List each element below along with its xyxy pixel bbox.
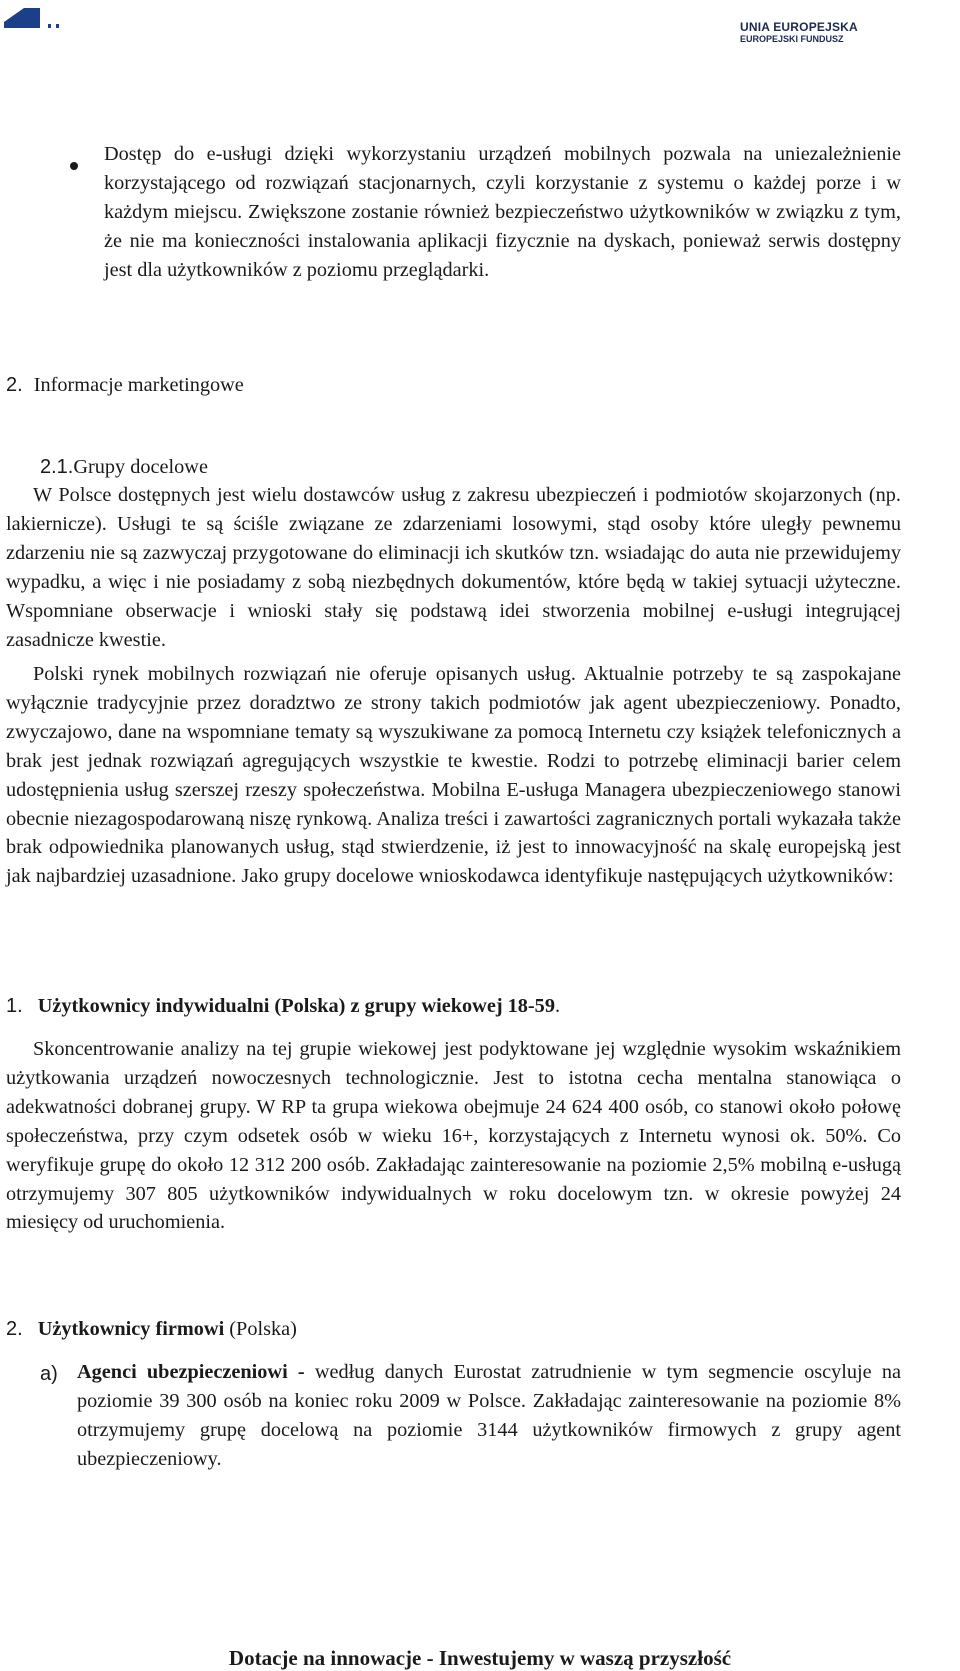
eu-logo-title: UNIA EUROPEJSKA (740, 20, 858, 34)
section-heading (6, 371, 244, 399)
list-item-2-heading (6, 1315, 297, 1343)
paragraph-2-text: Polski rynek mobilnych rozwiązań nie oferuje opisanych usług. Aktualnie potrzeby te są zaspokajane wyłącznie tradycyjnie przez doradztwo ze strony takich podmiotów jak agent ubezpieczeniowy. Ponadto, zwyczajowo, dane na wspomniane tematy są wyszukiwane za pomocą Internetu czy książek telefonicznych a brak jest jednak rozwiązań agregujących wszystkie te kwestie. Rodzi to potrzebę eliminacji barier celem udostępnienia usług szerszej rzeszy społeczeństwa. Mobilna E-usługa Managera ubezpieczeniowego stanowi obecnie niezagospodarowaną niszę rynkową. Analiza treści i zawartości zagranicznych portali wykazała także brak odpowiednika planowanych usług, stąd stwierdzenie, iż jest to innowacyjność na skalę europejską jest jak najbardziej uzasadnione. Jako grupy docelowe wnioskodawca identyfikuje następujących użytkowników: (6, 663, 901, 888)
bullet-paragraph (104, 140, 901, 285)
list-item-1-number: 1. (6, 995, 23, 1017)
eu-logo-subtitle: EUROPEJSKI FUNDUSZ (740, 34, 844, 44)
subitem-a (77, 1358, 901, 1474)
section-title: Informacje marketingowe (33, 374, 244, 396)
bullet-point (70, 162, 78, 170)
list-item-1-tail: . (554, 995, 561, 1017)
list-item-2-title: Użytkownicy firmowi (37, 1318, 225, 1340)
subsection-heading (40, 453, 208, 481)
subitem-a-letter: a) (40, 1363, 58, 1385)
footer-slogan: Dotacje na innowacje - Inwestujemy w waszą przyszłość (228, 1646, 732, 1670)
eu-flag-logo (4, 4, 64, 32)
subitem-a-title: Agenci ubezpieczeniowi - (77, 1361, 305, 1383)
subitem-a-text: według danych Eurostat zatrudnienie w tym segmencie oscyluje na poziomie 39 300 osób na koniec roku 2009 w Polsce. Zakładając zainteresowanie na poziomie 8% otrzymujemy grupę docelową na poziomie 3144 użytkowników firmowych z grupy agent ubezpieczeniowy. (77, 1361, 901, 1470)
eu-text-logo (740, 20, 858, 44)
subsection-number: 2.1. (40, 456, 74, 478)
subsection-title: Grupy docelowe (73, 456, 208, 478)
paragraph-3-text: Skoncentrowanie analizy na tej grupie wiekowej jest podyktowane jej względnie wysokim wskaźnikiem użytkowania urządzeń nowoczesnych technologicznie. Jest to istotna cecha mentalna stanowiąca o adekwatności dobranej grupy. W RP ta grupa wiekowa obejmuje 24 624 400 osób, co stanowi około połowę społeczeństwa, przy czym odsetek osób w wieku 16+, korzystających z Internetu wynosi ok. 50%. Co weryfikuje grupę do około 12 312 200 osób. Zakładając zainteresowanie na poziomie 2,5% mobilną e-usługą otrzymujemy 307 805 użytkowników indywidualnych w roku docelowym tzn. w okresie powyżej 24 miesięcy od uruchomienia. (6, 1038, 901, 1234)
bullet-paragraph-text: Dostęp do e-usługi dzięki wykorzystaniu urządzeń mobilnych pozwala na uniezależnienie korzystającego od rozwiązań stacjonarnych, czyli korzystanie z systemu o każdej porze i w każdym miejscu. Zwiększone zostanie również bezpieczeństwo użytkowników w związku z tym, że nie ma konieczności instalowania aplikacji fizycznie na dyskach, ponieważ serwis dostępny jest dla użytkowników z poziomu przeglądarki. (104, 143, 901, 281)
paragraph-2 (6, 660, 901, 891)
section-number: 2. (6, 374, 23, 396)
list-item-2-number: 2. (6, 1318, 23, 1340)
paragraph-3 (6, 1035, 901, 1237)
list-item-1-heading (6, 992, 560, 1020)
list-item-2-title-rest: (Polska) (224, 1318, 297, 1340)
paragraph-1-text: W Polsce dostępnych jest wielu dostawców usług z zakresu ubezpieczeń i podmiotów skojarzonych (np. lakiernicze). Usługi te są ściśle związane ze zdarzeniami losowymi, stąd osoby które uległy pewnemu zdarzeniu nie są zazwyczaj przygotowane do eliminacji ich skutków tzn. wsiadając do auta nie przewidujemy wypadku, a więc i nie posiadamy z sobą niezbędnych dokumentów, które będą w takiej sytuacji użyteczne. Wspomniane obserwacje i wnioski stały się podstawą idei stworzenia mobilnej e-usługi integrującej zasadnicze kwestie. (6, 484, 901, 651)
list-item-1-title: Użytkownicy indywidualni (Polska) z grupy wiekowej 18-59 (37, 995, 555, 1017)
eu-flag-icon (4, 4, 64, 32)
paragraph-1 (6, 481, 901, 654)
